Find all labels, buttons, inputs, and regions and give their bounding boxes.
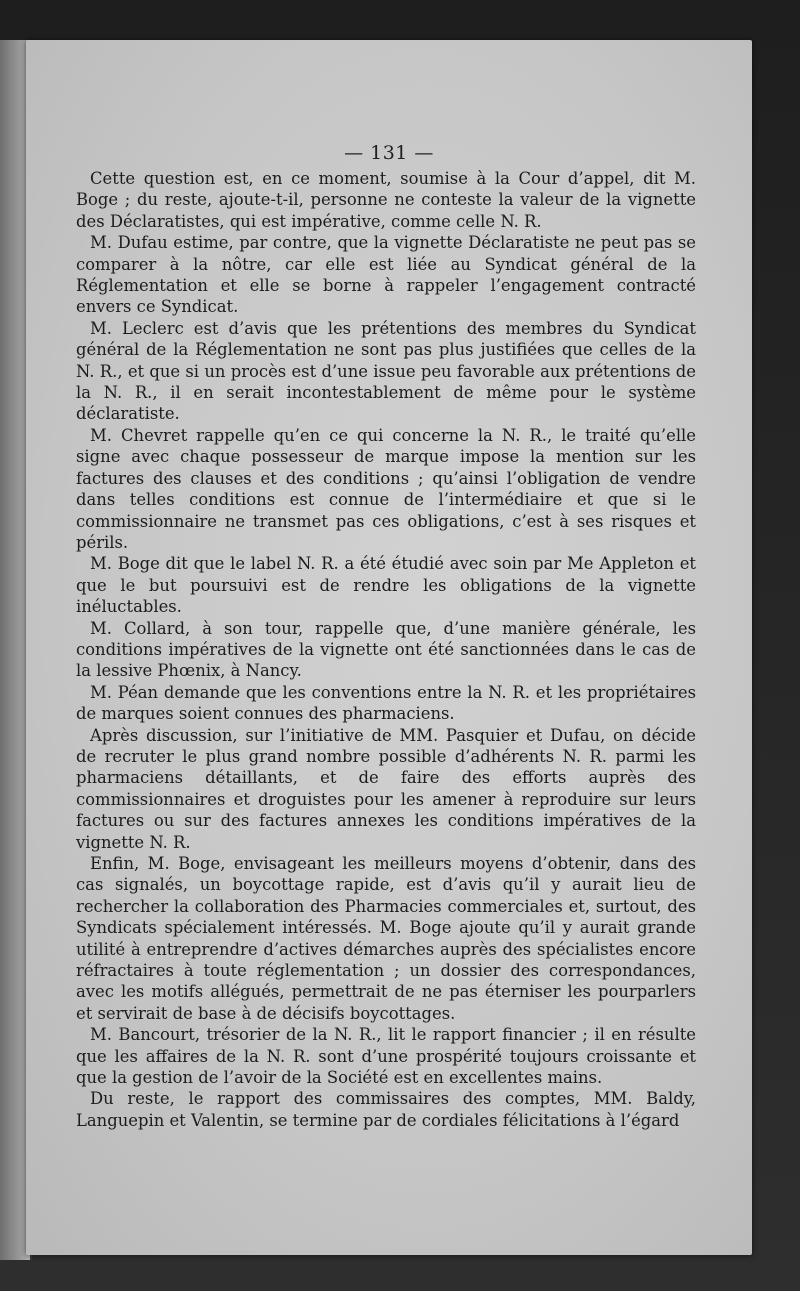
paragraph: Cette question est, en ce moment, soumise à la Cour d’appel, dit M. Boge ; du reste, ajoute-t-il, personne ne conteste la valeur de la vignette des Déclaratistes, qui est impérative, comme celle N. R. xyxy=(76,169,696,231)
document-page xyxy=(26,40,752,1255)
paragraph: M. Dufau estime, par contre, que la vignette Déclaratiste ne peut pas se comparer à la nôtre, car elle est liée au Syndicat général de la Réglementation et elle se borne à rappeler l’engagement contracté envers ce Syndicat. xyxy=(76,233,696,317)
paragraph: M. Collard, à son tour, rappelle que, d’une manière générale, les conditions impératives de la vignette ont été sanctionnées dans le cas de la lessive Phœnix, à Nancy. xyxy=(76,618,696,681)
paragraph: Enfin, M. Boge, envisageant les meilleurs moyens d’obtenir, dans des cas signalés, un boycottage rapide, est d’avis qu’il y aurait lieu de rechercher la collaboration des Pharmacies commerciales et, surtout, des Syndicats spécialement intéressés. M. Boge ajoute qu’il y aurait grande utilité à entreprendre d’actives démarches auprès des spécialistes encore réfractaires à toute réglementation ; un dossier des correspondances, avec les motifs allégués, permettrait de ne pas éterniser les pourparlers et servirait de base à de décisifs boycottages. xyxy=(76,854,696,1023)
paragraph: M. Leclerc est d’avis que les prétentions des membres du Syndicat général de la Réglementation ne sont pas plus justifiées que celles de la N. R., et que si un procès est d’une issue peu favorable aux prétentions de la N. R., il en serait incontestablement de même pour le système déclaratiste. xyxy=(76,318,696,424)
page-number: — 131 — xyxy=(344,142,434,164)
paragraph: Du reste, le rapport des commissaires des comptes, MM. Baldy, Languepin et Valentin, se termine par de cordiales félicitations à l’égard xyxy=(76,1089,696,1130)
paragraph: M. Chevret rappelle qu’en ce qui concerne la N. R., le traité qu’elle signe avec chaque possesseur de marque impose la mention sur les factures des clauses et des conditions ; qu’ainsi l’obligation de vendre dans telles conditions est connue de l’intermédiaire et que si le commissionnaire ne transmet pas ces obligations, c’est à ses risques et périls. xyxy=(76,425,696,552)
paragraph: M. Péan demande que les conventions entre la N. R. et les propriétaires de marques soient connues des pharmaciens. xyxy=(76,682,696,724)
paragraph: M. Bancourt, trésorier de la N. R., lit le rapport financier ; il en résulte que les affaires de la N. R. sont d’une prospérité toujours croissante et que la gestion de l’avoir de la Société est en excellentes mains. xyxy=(76,1025,696,1088)
body-text xyxy=(76,168,696,1131)
paragraph: Après discussion, sur l’initiative de MM. Pasquier et Dufau, on décide de recruter le plus grand nombre possible d’adhérents N. R. parmi les pharmaciens détaillants, et de faire des efforts auprès des commissionnaires et droguistes pour les amener à reproduire sur leurs factures ou sur des factures annexes les conditions impératives de la vignette N. R. xyxy=(76,725,696,852)
paragraph: M. Boge dit que le label N. R. a été étudié avec soin par Me Appleton et que le but poursuivi est de rendre les obligations de la vignette inéluctables. xyxy=(76,554,696,617)
